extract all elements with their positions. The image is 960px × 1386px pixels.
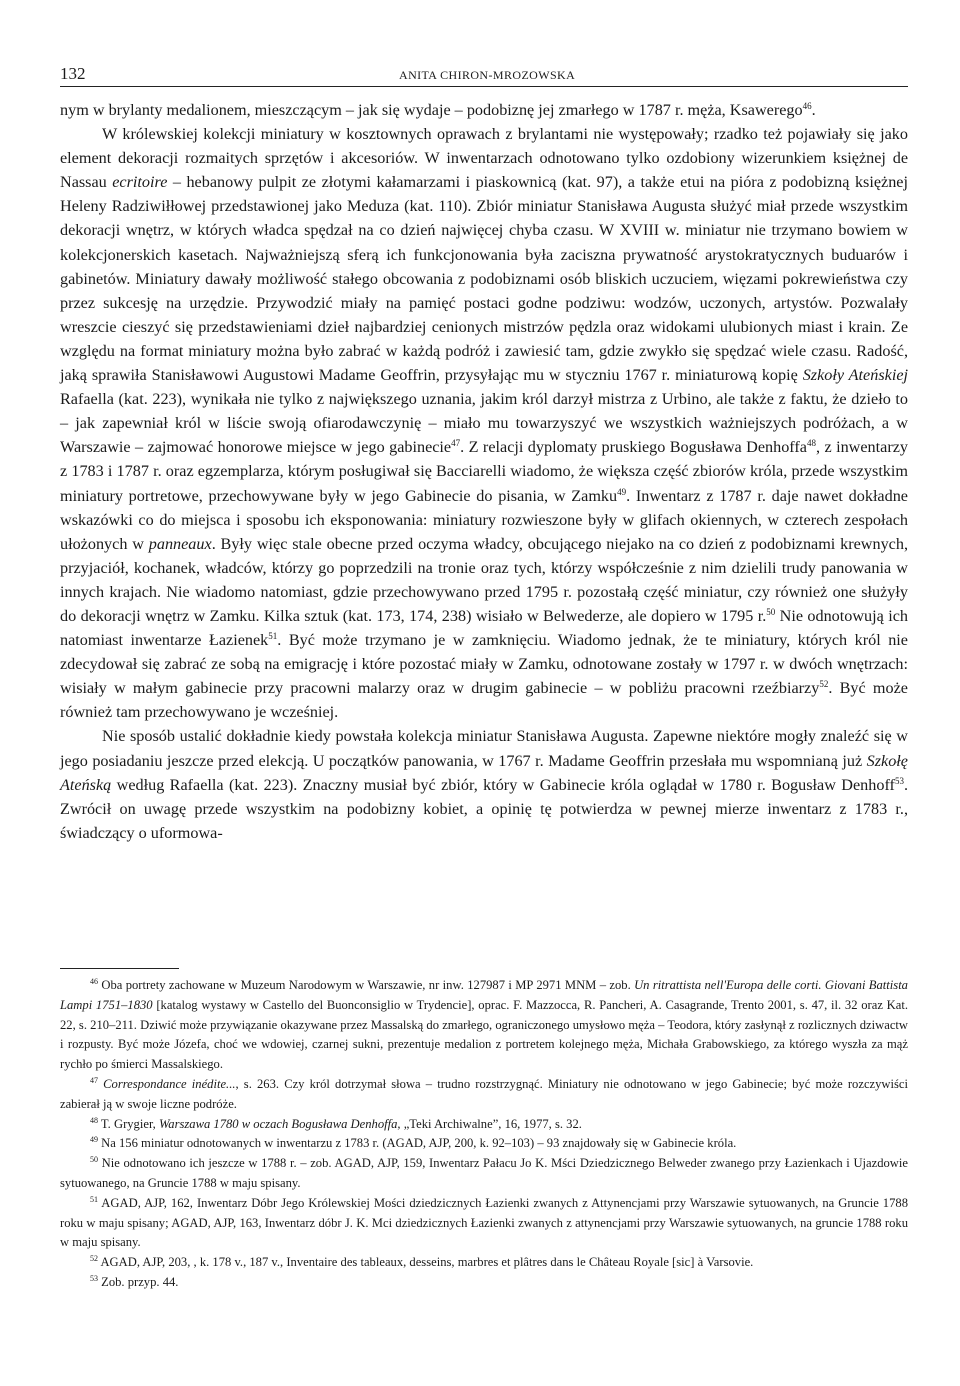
text-run: , z inwentarzy z 1783 i 1787 r. oraz egzemplarza, którym posługiwał się Bacciarelli wiadomo, że większa część zbiorów króla, przede wszystkim miniatury portretowe, przechowywane były w jego Gabinecie do pisania, w Zamku bbox=[60, 438, 908, 505]
footnote-number: 50 bbox=[90, 1155, 98, 1165]
italic-title: Correspondance inédite... bbox=[103, 1076, 236, 1091]
footnote-number: 51 bbox=[90, 1194, 98, 1204]
running-title: ANITA CHIRON-MROZOWSKA bbox=[399, 68, 576, 82]
paragraph-2 bbox=[60, 122, 908, 724]
text-run: , s. 263. Czy król dotrzymał słowa – trudno rozstrzygnąć. Miniatury nie odnotowano w jego Gabinecie; być może rozczywiści zabierał ją w swoje liczne podróże. bbox=[60, 1076, 909, 1111]
text-run: Nie odnotowują ich natomiast inwentarze Łazienek bbox=[60, 606, 908, 650]
text-run: Zob. przyp. 44. bbox=[98, 1274, 179, 1289]
text-run: Nie odnotowano ich jeszcze w 1788 r. – zob. AGAD, AJP, 159, Inwentarz Pałacu Jo K. Mści Dziedzicznego Belweder zwanego przy Łazienkach i Ujazdowie sytuowanego, na Gruncie 1788 w maju spisany. bbox=[60, 1156, 908, 1190]
text-run: Rafaella (kat. 223), wynikała nie tylko z największego uznania, jakim król darzył mistrza z Urbino, ale także z faktu, że dzieło to – jak zapewniał król w liście swoją ofiarodawczynię – miało mu towarzyszyć we wszystkich ważniejszych podróżach, a w Warszawie – zajmować honorowe miejsce w jego gabinecie bbox=[60, 390, 908, 457]
text-run: . Zwrócił on uwagę przede wszystkim na podobizny kobiet, a opinię tę potwierdza w pewnej mierze inwentarz z 1783 r., świadczący o uformowa- bbox=[60, 775, 908, 842]
text-run: Na 156 miniatur odnotowanych w inwentarzu z 1783 r. (AGAD, AJP, 200, k. 92–103) – 93 znajdowały się w Gabinecie króla. bbox=[98, 1136, 737, 1151]
text-run: Nie sposób ustalić dokładnie kiedy powstała kolekcja miniatur Stanisława Augusta. Zapewne niektóre mogły znaleźć się w jego posiadaniu jeszcze przed elekcją. U początków panowania, w 1767 r. Madame Geoffrin przesłała mu wspomnianą już bbox=[60, 727, 908, 770]
footnotes bbox=[60, 976, 908, 1293]
paragraph-1 bbox=[60, 98, 908, 122]
text-run: . Być może również tam przechowywano je wcześniej. bbox=[60, 679, 908, 722]
text-run: W królewskiej kolekcji miniatury w kosztownych oprawach z brylantami nie występowały; rzadko też pojawiały się jako element dekoracji rozmaitych sprzętów i akcesoriów. W inwentarzach odnotowano tylko ozdobiony wizerunkiem księżnej de Nassau bbox=[60, 125, 908, 192]
footnote-ref-47[interactable]: 47 bbox=[451, 438, 461, 449]
text-run: Oba portrety zachowane w Muzeum Narodowym w Warszawie, nr inw. 127987 i MP 2971 MNM – zob. bbox=[98, 978, 635, 992]
footnote-53 bbox=[60, 1273, 908, 1293]
italic-term: panneaux bbox=[148, 534, 212, 553]
text-run: . Być może trzymano je w zamknięciu. Wiadomo jednak, że te miniatury, których król nie zdecydował się zabrać ze sobą na emigrację i które pozostać miały w Zamku, odnotowane zostały w 1797 r. w dwóch wnętrzach: wisiały w małym gabinecie przy pracowni malarzy oraz w drugim gabinecie – w pobliżu pracowni rzeźbiarzy bbox=[60, 631, 908, 698]
text-run: AGAD, AJP, 162, Inwentarz Dóbr Jego Królewskiej Mości dziedzicznych Łazienki zwanych z Attynencjami przy Warszawie sytuowanych, na Gruncie 1788 roku w maju spisany; AGAD, AJP, 163, Inwentarz dóbr J. K. Mci dziedzicznych Łazienki zwanych z attynencjami przy Warszawie sytuowanych, na gruncie 1788 roku w maju spisany. bbox=[60, 1195, 908, 1250]
footnote-ref-49[interactable]: 49 bbox=[617, 486, 627, 497]
text-run: T. Grygier, bbox=[98, 1116, 159, 1131]
text-run: [katalog wystawy w Castello del Buonconsiglio w Trydencie], oprac. F. Mazzocca, R. Pancheri, A. Casagrande, Trento 2001, s. 47, il. 32 oraz Kat. 22, s. 210–211. Dziwić może przywiązanie okazywane przez Massalską do zmarłego, ograniczonego umysłowo męża – Teodora, który zasłynął z rozlicznych dziwactw i rozpusty. Być może Józefa, choć we wdowiej, czarnej sukni, prezentuje medalion z portretem kolejnego męża, Michała Grabowskiego, za którego wyszła za mąż rychło po śmierci Massalskiego. bbox=[60, 997, 909, 1072]
text-run: AGAD, AJP, 203, , k. 178 v., 187 v., Inventaire des tableaux, desseins, marbres et plâtres dans le Château Royale [sic] à Varsovie. bbox=[98, 1255, 754, 1270]
footnote-divider bbox=[60, 968, 179, 969]
text-run: nym w brylanty medalionem, mieszczącym – jak się wydaje – podobiznę jej zmarłego w 1787 r. męża, Ksawerego bbox=[60, 101, 803, 119]
text-run: według Rafaella (kat. 223). Znaczny musiał być zbiór, który w Gabinecie króla oglądał w 1780 r. Bogusław Denhoff bbox=[111, 775, 895, 794]
page-number: 132 bbox=[60, 64, 86, 83]
footnote-ref-53[interactable]: 53 bbox=[894, 775, 904, 786]
italic-title: Un ritrattista nell'Europa delle corti. Giovani Battista Lampi 1751–1830 bbox=[60, 978, 908, 1012]
text-run: . Z relacji dyplomaty pruskiego Bogusława Denhoffa bbox=[460, 438, 807, 457]
footnote-48 bbox=[60, 1115, 908, 1135]
footnote-ref-51[interactable]: 51 bbox=[268, 631, 278, 642]
italic-title: Szkołę Ateńską bbox=[60, 751, 908, 794]
text-run: . bbox=[811, 101, 816, 119]
footnote-52 bbox=[60, 1253, 908, 1273]
footnote-number: 46 bbox=[90, 977, 98, 986]
footnote-ref-50[interactable]: 50 bbox=[766, 606, 776, 617]
footnote-ref-52[interactable]: 52 bbox=[819, 679, 829, 690]
footnote-number: 48 bbox=[90, 1115, 98, 1125]
footnote-49 bbox=[60, 1134, 908, 1154]
running-header bbox=[60, 62, 908, 87]
paragraph-3 bbox=[60, 724, 908, 844]
footnote-50 bbox=[60, 1154, 908, 1194]
footnote-number: 52 bbox=[90, 1254, 98, 1264]
footnote-ref-48[interactable]: 48 bbox=[806, 438, 816, 449]
text-run: . Inwentarz z 1787 r. daje nawet dokładne wskazówki co do miejsca i sposobu ich eksponowania: miniatury rozwieszone były w glifach okiennych, w czterech zespołach ułożonych w bbox=[60, 486, 908, 553]
footnote-ref-46[interactable]: 46 bbox=[802, 101, 812, 111]
text-run: „Teki Archiwalne”, 16, 1977, s. 32. bbox=[400, 1116, 582, 1131]
text-run: . Były więc stale obecne przed oczyma władcy, obcującego niejako na co dzień z podobiznami krewnych, przyjaciół, kochanek, władców, którzy go poprzedzili na tronie oraz tych, którzy współcześnie z nim dzielili trudy panowania w innych krajach. Nie wiadomo natomiast, gdzie przechowywano przed 1795 r. pozostałą część miniatur, czy również one służyły do dekoracji wnętrz w Zamku. Kilka sztuk (kat. 173, 174, 238) wisiało w Belwederze, ale dopiero w 1795 r. bbox=[60, 534, 908, 625]
footnote-47 bbox=[60, 1075, 908, 1115]
footnote-number: 53 bbox=[90, 1273, 98, 1283]
footnote-51 bbox=[60, 1194, 908, 1253]
text-run: – hebanowy pulpit ze złotymi kałamarzami i piaskownicą (kat. 97), a także etui na pióra z podobizną księżnej Heleny Radziwiłłowej przedstawionej jako Meduza (kat. 110). Zbiór miniatur Stanisława Augusta służyć miał przede wszystkim dekoracji wnętrz, w których władca spędzał na co dzień najwięcej chyba czasu. W XVIII w. miniatur nie trzymano bowiem w kolekcjonerskich kasetach. Najważniejszą sferą ich funkcjonowania była zaciszna prywatność arystokratycznych buduarów i gabinetów. Miniatury dawały możliwość stałego obcowania z podobiznami osób bliskich uczuciem, więzami pokrewieństwa czy przez sukcesję na urzędzie. Przywodzić miały na pamięć postaci godne podziwu: wodzów, uczonych, artystów. Pozwalały wreszcie cieszyć się przedstawieniami dzieł najbardziej cenionych mistrzów pędzla oraz widokami ulubionych miast i krain. Ze względu na format miniatury można było zabrać w każdą podróż i zawiesić tam, gdzie zwykło się spędzać wiele czasu. Radość, jaką sprawiła Stanisławowi Augustowi Madame Geoffrin, przysyłając mu w styczniu 1767 r. miniaturową kopię bbox=[60, 173, 908, 385]
footnote-number: 47 bbox=[90, 1075, 98, 1085]
main-text bbox=[60, 98, 908, 845]
italic-title: Warszawa 1780 w oczach Bogusława Denhoffa, bbox=[158, 1116, 401, 1131]
footnote-number: 49 bbox=[90, 1135, 98, 1145]
footnote-46 bbox=[60, 976, 908, 1075]
italic-term: ecritoire bbox=[112, 173, 168, 192]
italic-title: Szkoły Ateńskiej bbox=[802, 366, 908, 385]
